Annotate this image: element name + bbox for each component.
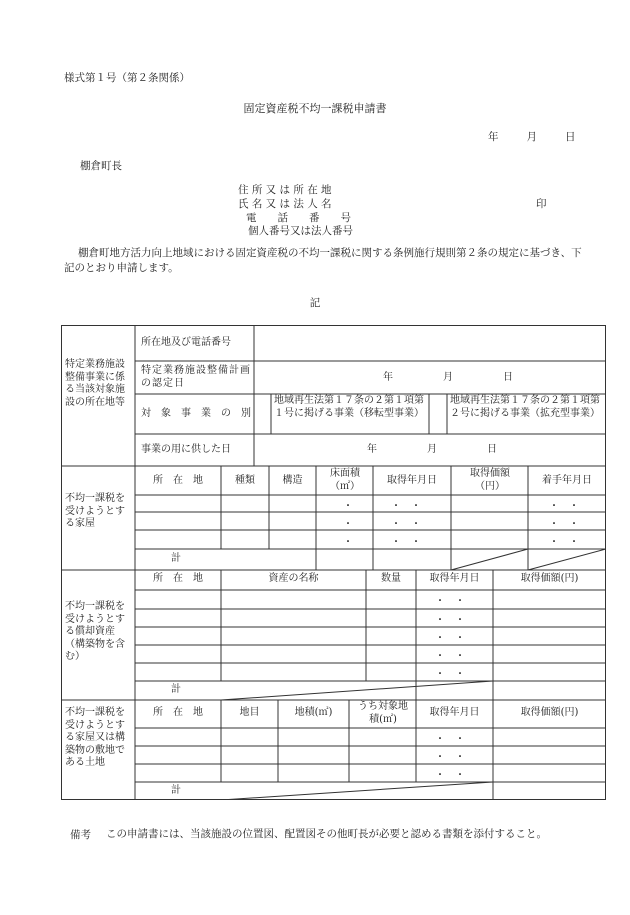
date-dots: ・ ・ [391, 537, 421, 548]
s4-col-location: 所 在 地 [153, 707, 203, 718]
use-month: 月 [427, 444, 437, 455]
section2-heading: 不均一課税を受けようとする家屋 [65, 493, 125, 529]
date-dots: ・ ・ [435, 734, 465, 745]
business-use-date[interactable] [367, 444, 497, 457]
s2-col-start-date: 着手年月日 [542, 475, 592, 486]
plan-approval-date-label: 特定業務施設整備計画の認定日 [141, 365, 251, 389]
application-date [488, 129, 576, 144]
date-dots: ・ ・ [391, 519, 421, 530]
application-form-table [61, 325, 606, 800]
plan-month: 月 [443, 372, 453, 383]
date-dots: ・ ・ [435, 770, 465, 781]
date-dots: ・ ・ [549, 519, 579, 530]
s3-col-location: 所 在 地 [153, 573, 203, 584]
s2-total-label: 計 [171, 553, 181, 564]
s3-col-acquisition-price: 取得価額(円) [520, 573, 579, 584]
decimal-dot: ・ [343, 501, 353, 512]
s4-col-target-area: うち対象地積(㎡) [358, 701, 408, 725]
location-phone-field[interactable] [257, 328, 603, 359]
s4-col-acquisition-price: 取得価額(円) [520, 707, 579, 718]
s2-col-acquisition-date: 取得年月日 [387, 475, 437, 486]
decimal-dot: ・ [343, 519, 353, 530]
document-title: 固定資産税不均一課税申請書 [243, 102, 387, 115]
applicant-address-label: 住 所 又 は 所 在 地 [238, 184, 332, 196]
date-dots: ・ ・ [435, 651, 465, 662]
s4-col-acquisition-date: 取得年月日 [429, 707, 480, 718]
remarks-text: この申請書には、当該施設の位置図、配置図その他町長が必要と認める書類を添付すること。 [106, 828, 547, 840]
relocation-type-option: 地域再生法第１７条の２第１項第１号に掲げる事業（移転型事業） [274, 395, 424, 419]
plan-year: 年 [383, 372, 393, 383]
expansion-type-checkbox[interactable] [429, 395, 446, 433]
s3-col-asset-name: 資産の名称 [268, 573, 319, 584]
date-year: 年 [488, 131, 499, 143]
plan-approval-date[interactable] [383, 372, 513, 385]
s4-total-label: 計 [171, 785, 181, 796]
s3-col-acquisition-date: 取得年月日 [429, 573, 480, 584]
s3-col-quantity: 数量 [381, 573, 401, 584]
s4-col-land-area: 地積(㎡) [294, 707, 333, 718]
s2-col-floor-area: 床面積（㎡） [330, 468, 360, 492]
s2-col-structure: 構造 [282, 475, 303, 486]
section1-heading: 特定業務施設整備事業に係る当該対象施設の所在地等 [65, 359, 125, 408]
date-dots: ・ ・ [435, 615, 465, 626]
date-dots: ・ ・ [435, 669, 465, 680]
form-number: 様式第１号（第２条関係） [64, 72, 190, 84]
applicant-phone-label: 電 話 番 号 [246, 212, 351, 224]
section4-heading: 不均一課税を受けようとする家屋又は構築物の敷地である土地 [65, 707, 125, 768]
remarks-label: 備考 [70, 829, 91, 841]
date-month: 月 [526, 131, 537, 143]
ki-marker: 記 [309, 297, 321, 309]
expansion-type-option: 地域再生法第１７条の２第１項第２号に掲げる事業（拡充型事業） [450, 395, 600, 419]
s4-col-land-category: 地目 [239, 707, 260, 718]
s2-col-acquisition-price: 取得価額（円） [470, 468, 510, 492]
applicant-id-label: 個人番号又は法人番号 [248, 225, 353, 237]
date-dots: ・ ・ [435, 752, 465, 763]
date-dots: ・ ・ [391, 501, 421, 512]
project-type-label: 対 象 事 業 の 別 [141, 408, 251, 419]
request-statement: 棚倉町地方活力向上地域における固定資産税の不均一課税に関する条例施行規則第２条の規定に基づき、下記のとおり申請します。 [64, 247, 582, 274]
applicant-name-label: 氏 名 又 は 法 人 名 [238, 198, 332, 210]
seal-mark: 印 [536, 198, 547, 210]
s3-total-label: 計 [171, 684, 181, 695]
date-dots: ・ ・ [549, 537, 579, 548]
addressee: 棚倉町長 [80, 160, 122, 172]
use-year: 年 [367, 444, 377, 455]
date-dots: ・ ・ [435, 596, 465, 607]
s2-col-type: 種類 [235, 475, 255, 486]
plan-day: 日 [503, 372, 513, 383]
date-day: 日 [565, 131, 576, 143]
use-day: 日 [487, 444, 497, 455]
business-use-date-label: 事業の用に供した日 [141, 444, 231, 455]
date-dots: ・ ・ [549, 501, 579, 512]
s2-col-location: 所 在 地 [153, 475, 203, 486]
relocation-type-checkbox[interactable] [254, 395, 271, 433]
date-dots: ・ ・ [435, 633, 465, 644]
location-phone-label: 所在地及び電話番号 [141, 337, 231, 348]
decimal-dot: ・ [343, 537, 353, 548]
section3-heading: 不均一課税を受けようとする償却資産（構築物を含む） [65, 601, 125, 662]
